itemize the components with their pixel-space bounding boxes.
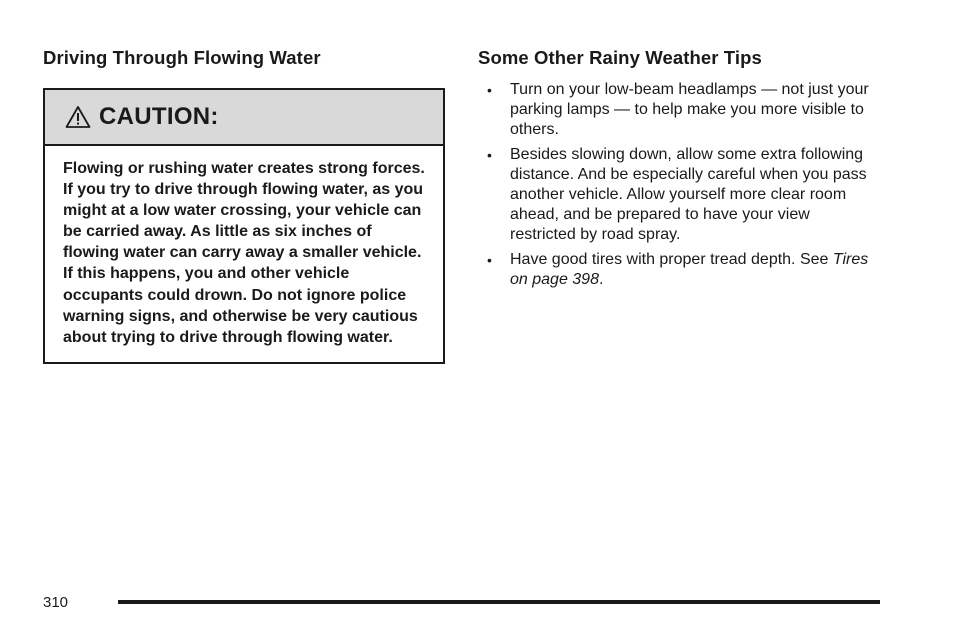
right-column	[478, 46, 878, 295]
tip-text: Besides slowing down, allow some extra following distance. And be especially careful when you pass another vehicle. Allow yourself more clear room ahead, and be prepared to have your view restricted by road spray.	[510, 146, 867, 243]
section-heading-flowing-water: Driving Through Flowing Water	[43, 47, 321, 68]
list-item	[478, 250, 878, 290]
warning-triangle-icon	[65, 105, 91, 129]
list-item	[478, 145, 878, 245]
bullet-icon: •	[487, 252, 492, 268]
bullet-icon: •	[487, 147, 492, 163]
tip-text: Have good tires with proper tread depth. See	[510, 251, 833, 268]
section-heading-rainy-tips: Some Other Rainy Weather Tips	[478, 47, 762, 68]
list-item	[478, 80, 878, 140]
tips-list	[478, 80, 878, 290]
caution-text: Flowing or rushing water creates strong forces. If you try to drive through flowing water, as you might at a low water crossing, your vehicle can be carried away. As little as six inches of flowing water can carry away a smaller vehicle. If this happens, you and other vehicle occupants could drown. Do not ignore police warning signs, and otherwise be very cautious about trying to drive through flowing water.	[63, 160, 425, 346]
caution-box	[43, 88, 445, 364]
caution-header	[45, 90, 443, 146]
left-column	[43, 46, 445, 364]
tip-text: Turn on your low-beam headlamps — not just your parking lamps — to help make you more visible to others.	[510, 81, 869, 138]
tip-text-end: .	[598, 271, 604, 288]
caution-title: CAUTION:	[99, 103, 219, 130]
bullet-icon: •	[487, 82, 492, 98]
page-number: 310	[43, 594, 69, 611]
footer-rule	[118, 600, 880, 604]
tires-reference-link[interactable]: Tires on page 398	[510, 251, 869, 288]
